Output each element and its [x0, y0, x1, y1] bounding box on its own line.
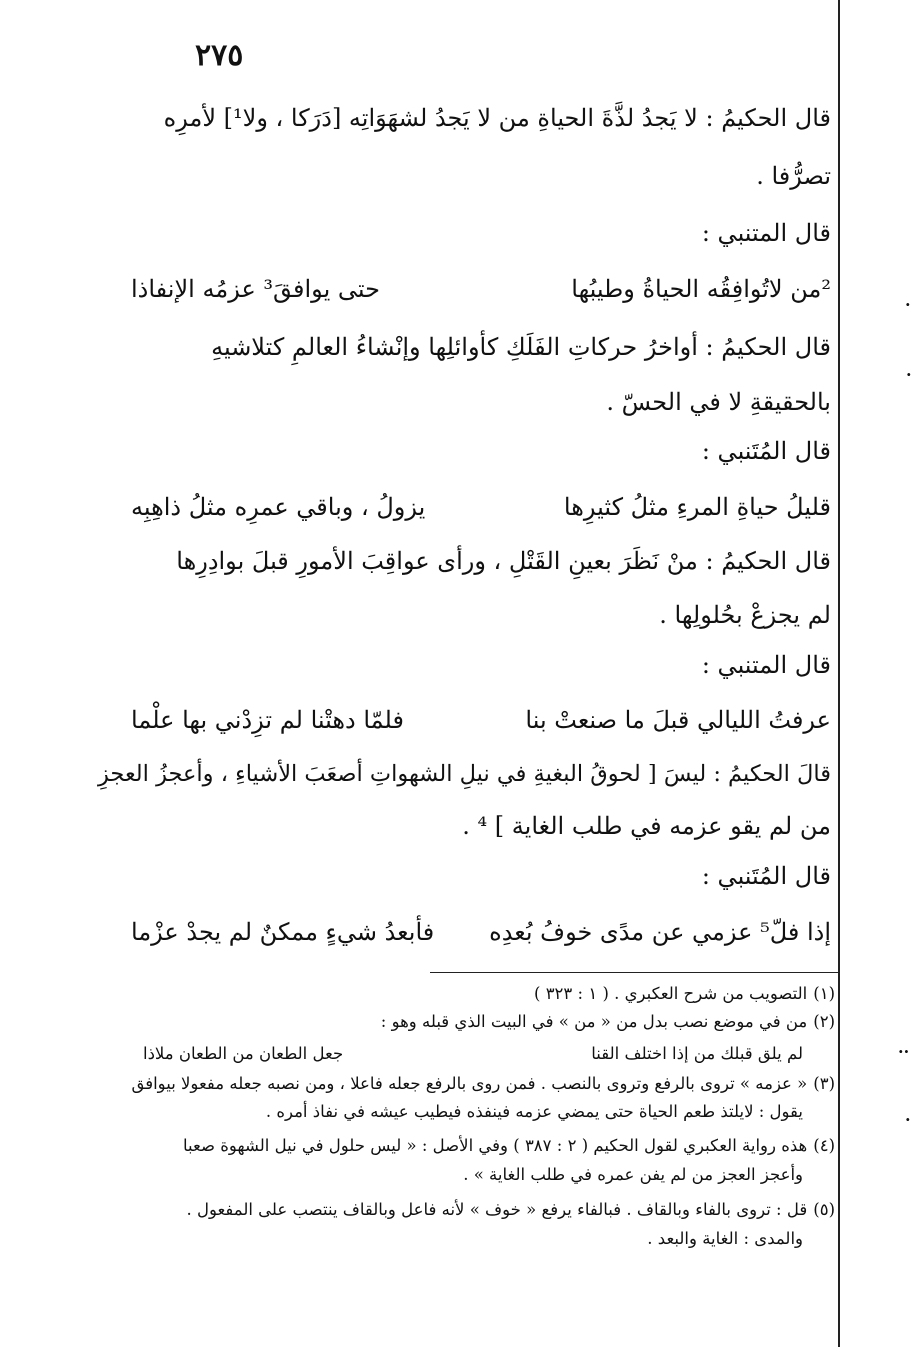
footnote-verse-first: لم يلق قبلك من إذا اختلف القنا — [591, 1044, 803, 1063]
section-heading: قال المُتَنبي : — [701, 437, 831, 465]
footnote — [183, 1136, 835, 1156]
footnote-number: (٤) — [813, 1136, 835, 1155]
footnote-text: قل : تروى بالفاء وبالقاف . فبالفاء يرفع « خوف » لأنه فاعل وبالقاف ينتصب على المفعول . — [186, 1200, 808, 1219]
footnote-text: التصويب من شرح العكبري . ( ١ : ٣٢٣ ) — [534, 984, 808, 1003]
section-heading: قال المتنبي : — [701, 219, 831, 247]
text-line: قال الحكيمُ : منْ نَظَرَ بعينِ القَتْلِ ، ورأى عواقِبَ الأمورِ قبلَ بوادِرِها — [176, 547, 831, 575]
text-line: لم يجزعْ بحُلولِها . — [659, 601, 831, 629]
scan-speck: · — [905, 295, 911, 314]
footnote-text: هذه رواية العكبري لقول الحكيم ( ٢ : ٣٨٧ ) وفي الأصل : « ليس حلول في نيل الشهوة صعبا — [183, 1136, 808, 1155]
footnote-verse-second: جعل الطعان من الطعان ملاذا — [143, 1044, 344, 1063]
section-heading: قال المتنبي : — [701, 651, 831, 679]
footnote-number: (٣) — [813, 1074, 835, 1093]
verse-hemistich-first: قليلُ حياةِ المرءِ مثلُ كثيرِها — [563, 493, 831, 521]
verse-hemistich-second: فأبعدُ شيءٍ ممكنٌ لم يجدْ عزْما — [131, 918, 435, 946]
verse-hemistich-first: ²من لاتُوافِقُه الحياةُ وطيبُها — [571, 275, 831, 303]
scan-speck: ·· — [898, 1042, 910, 1061]
footnote-continuation: يقول : لايلتذ طعم الحياة حتى يمضي عزمه فينفذه فيطيب عيشه في نفاذ أمره . — [265, 1102, 803, 1121]
text-line: قال الحكيمُ : أواخرُ حركاتِ الفَلَكِ كأوائلِها وإنْشاءُ العالمِ كتلاشيهِ — [211, 333, 831, 361]
text-line: تصرُّفا . — [756, 162, 831, 190]
footnote-separator — [430, 972, 840, 973]
footnote — [131, 1074, 835, 1094]
footnote-number: (٥) — [813, 1200, 835, 1219]
text-line: قال الحكيمُ : لا يَجدُ لذَّةَ الحياةِ من لا يَجدُ لشهَوَاتِه [دَرَكا ، ولا¹] لأمرِه — [163, 104, 831, 132]
text-line: قالَ الحكيمُ : ليسَ [ لحوقُ البغيةِ في نيلِ الشهواتِ أصعَبَ الأشياءِ ، وأعجزُ العجزِ — [98, 761, 831, 787]
footnote — [534, 984, 835, 1004]
footnote — [381, 1012, 835, 1032]
footnote-continuation: وأعجز العجز من لم يفن عمره في طلب الغاية » . — [463, 1165, 803, 1184]
verse-hemistich-first: إذا فلّ⁵ عزمي عن مدًى خوفُ بُعدِه — [489, 918, 831, 946]
scan-speck: · — [905, 1110, 911, 1129]
verse-hemistich-first: عرفتُ الليالي قبلَ ما صنعتْ بنا — [525, 706, 831, 734]
verse-hemistich-second: حتى يوافقَ³ عزمُه الإنفاذا — [131, 275, 380, 303]
margin-rule — [838, 0, 840, 1347]
verse-hemistich-second: فلمّا دهتْنا لم تزِدْني بها علْما — [131, 706, 404, 734]
scan-speck: · — [906, 365, 912, 384]
footnote-text: من في موضع نصب بدل من « من » في البيت الذي قبله وهو : — [380, 1012, 808, 1031]
footnote-text: « عزمه » تروى بالرفع وتروى بالنصب . فمن روى بالرفع جعله فاعلا ، ومن نصبه جعله مفعولا بيوافق — [131, 1074, 808, 1093]
verse-hemistich-second: يزولُ ، وباقي عمرِه مثلُ ذاهِبِه — [131, 493, 426, 521]
text-line: بالحقيقةِ لا في الحسّ . — [606, 388, 831, 416]
footnote-number: (١) — [813, 984, 835, 1003]
section-heading: قال المُتَنبي : — [701, 862, 831, 890]
footnote-number: (٢) — [813, 1012, 835, 1031]
footnote — [186, 1200, 835, 1220]
footnote-continuation: والمدى : الغاية والبعد . — [647, 1229, 803, 1248]
text-line: من لم يقو عزمه في طلب الغاية ] ⁴ . — [462, 812, 831, 840]
page-number: ٢٧٥ — [195, 38, 244, 73]
